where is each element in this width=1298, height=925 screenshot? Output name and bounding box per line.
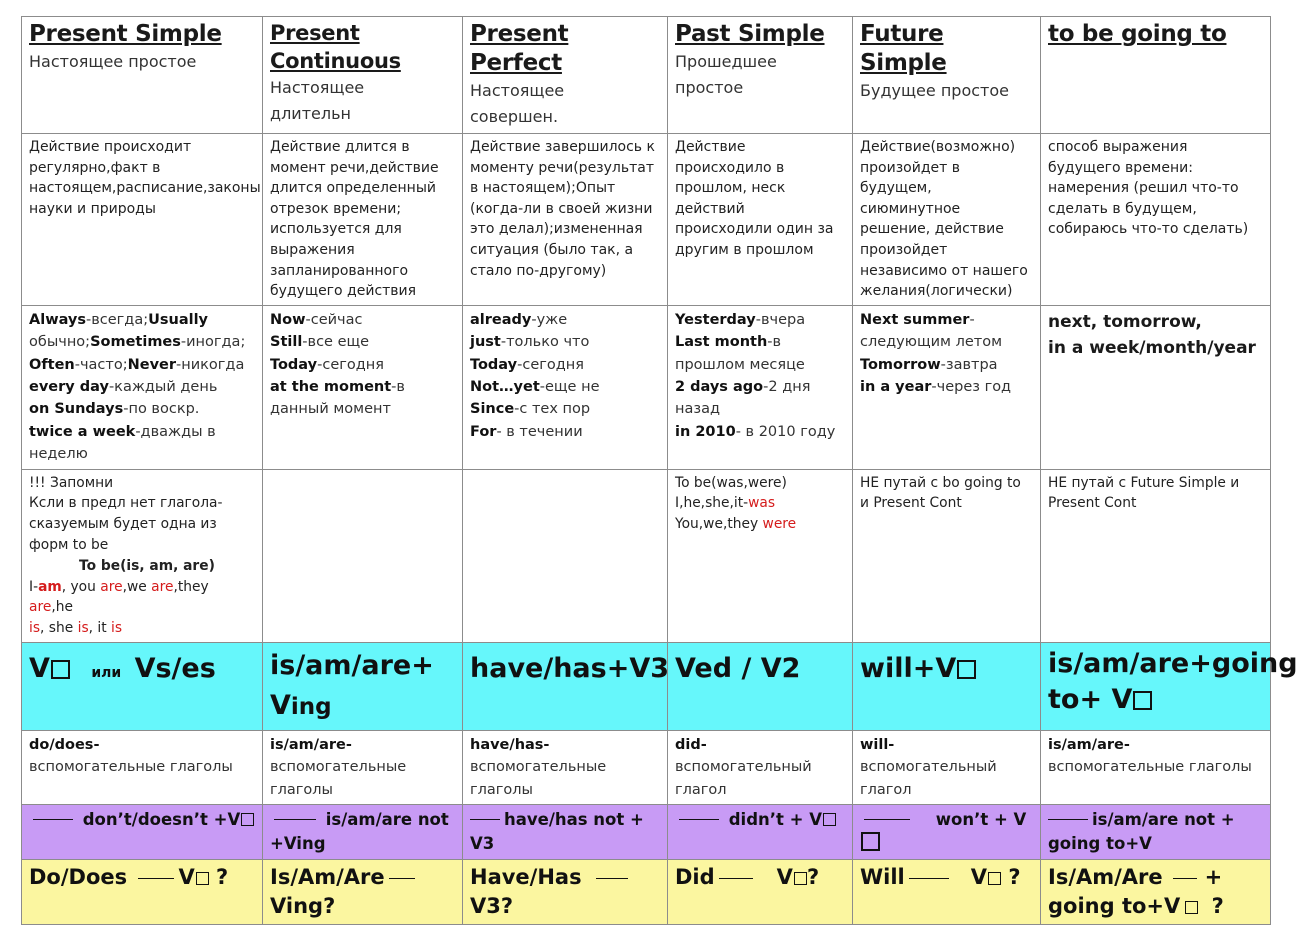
blank-line — [138, 878, 174, 879]
marker-word: Never — [127, 356, 177, 373]
marker-translation: обычно; — [29, 334, 91, 351]
tense-title: Present Simple — [29, 21, 222, 47]
marker-translation: -вчера — [755, 311, 806, 328]
time-markers — [1041, 305, 1271, 469]
marker-word: Tomorrow — [860, 356, 941, 373]
tense-subtitle: Прошедшее простое — [675, 52, 777, 97]
marker-translation: -каждый день — [108, 378, 218, 395]
marker-word: 2 days ago — [675, 378, 764, 395]
note-highlight: were — [762, 516, 797, 533]
aux-text: вспомогательные глаголы — [1048, 759, 1252, 776]
formula-text: don’t/doesn’t +V — [82, 810, 241, 830]
marker-translation: -в данный момент — [270, 378, 405, 418]
auxiliary-verbs — [853, 730, 1041, 804]
marker-translation: -все еще — [302, 334, 370, 351]
marker-word: Always — [29, 311, 87, 328]
marker-word: just — [470, 334, 501, 351]
formula-text: Vs/es — [134, 652, 216, 684]
note-text: , it — [88, 620, 112, 637]
note-highlight: are — [100, 578, 123, 595]
base-verb-box-icon — [823, 813, 836, 826]
tenses-table — [21, 16, 1298, 925]
tense-title: Future Simple — [860, 21, 947, 76]
marker-word: twice a week — [29, 423, 136, 440]
formula-text: Ved / V2 — [675, 652, 801, 684]
marker-translation: -сегодня — [517, 356, 584, 373]
formula-text: V3? — [470, 894, 514, 919]
tense-subtitle: Настоящее простое — [29, 52, 197, 71]
time-markers — [463, 305, 668, 469]
aux-text: вспомогательный глагол — [860, 759, 997, 798]
marker-translation: -уже — [531, 311, 568, 328]
tense-title: Present Perfect — [470, 21, 569, 76]
note-text: ,they — [173, 578, 209, 595]
note-highlight: am — [38, 578, 62, 595]
marker-translation: -сегодня — [317, 356, 384, 373]
tense-description: Действие происходит регулярно,факт в настоящем,расписание,законы науки и природы — [22, 134, 263, 306]
base-verb-box-icon — [861, 832, 880, 851]
note-highlight: are — [29, 599, 52, 616]
auxiliary-verbs — [1041, 730, 1271, 804]
marker-translation: -с тех пор — [514, 401, 591, 418]
formula-text: Have/Has — [470, 865, 582, 890]
marker-translation: -еще не — [539, 378, 600, 395]
tense-description: Действие происходило в прошлом, неск действий происходили один за другим в прошлом — [668, 134, 853, 306]
affirmative-formula — [22, 642, 263, 730]
base-verb-box-icon — [241, 813, 254, 826]
tense-header — [463, 17, 668, 134]
formula-text: won’t + V — [935, 810, 1027, 830]
affirmative-formula — [463, 642, 668, 730]
blank-line — [864, 819, 910, 820]
tense-title: Past Simple — [675, 21, 825, 47]
description-row — [22, 134, 1271, 306]
marker-word: Not…yet — [470, 378, 540, 395]
marker-word: Now — [270, 311, 306, 328]
aux-word: did- — [675, 736, 707, 753]
formula-text: going to+V — [1048, 834, 1152, 854]
time-markers — [853, 305, 1041, 469]
marker-translation: -всегда; — [86, 311, 149, 328]
formula-text: V — [29, 652, 50, 684]
marker-translation: -часто; — [74, 356, 128, 373]
question-formula — [668, 860, 853, 925]
formula-text: V — [178, 865, 195, 890]
note-text: ,he — [51, 599, 73, 616]
tense-subtitle: Настоящее длительн — [270, 78, 365, 123]
tense-note — [668, 469, 853, 642]
time-markers — [668, 305, 853, 469]
question-formula — [853, 860, 1041, 925]
marker-word: Today — [470, 356, 518, 373]
question-row — [22, 860, 1271, 925]
question-formula — [22, 860, 263, 925]
negative-formula — [853, 805, 1041, 860]
tense-header — [853, 17, 1041, 134]
base-verb-box-icon — [51, 660, 70, 679]
formula-text: Did — [675, 865, 715, 890]
question-formula — [1041, 860, 1271, 925]
tense-note: НЕ путай с Future Simple и Present Cont — [1041, 469, 1271, 642]
blank-line — [274, 819, 316, 820]
base-verb-box-icon — [957, 660, 976, 679]
negative-formula — [22, 805, 263, 860]
marker-translation: -только что — [500, 334, 590, 351]
affirmative-formula — [263, 642, 463, 730]
formula-row — [22, 642, 1271, 730]
marker-word: Yesterday — [675, 311, 756, 328]
aux-word: will- — [860, 736, 895, 753]
marker-word: already — [470, 311, 532, 328]
formula-text: V — [270, 689, 291, 721]
formula-text: to+ V — [1048, 683, 1133, 715]
blank-line — [33, 819, 73, 820]
marker-word: For — [470, 423, 497, 440]
note-text: , she — [40, 620, 78, 637]
base-verb-box-icon — [1133, 691, 1152, 710]
marker-translation: -сейчас — [305, 311, 363, 328]
formula-text: Is/Am/Are — [270, 865, 385, 890]
title-row — [22, 17, 1271, 134]
note-line: !!! Запомни — [29, 474, 114, 491]
marker-translation: -дважды в неделю — [29, 423, 216, 463]
formula-text: V — [970, 865, 988, 890]
aux-text: вспомогательные глаголы — [470, 759, 607, 798]
time-markers — [22, 305, 263, 469]
note-highlight: are — [151, 578, 174, 595]
blank-line — [679, 819, 719, 820]
base-verb-box-icon — [988, 872, 1001, 885]
formula-text: ing — [290, 693, 332, 720]
formula-text: Do/Does — [29, 865, 128, 890]
tense-header — [668, 17, 853, 134]
time-markers — [263, 305, 463, 469]
blank-line — [596, 878, 628, 879]
marker-word: Last month — [675, 334, 768, 351]
marker-word: every day — [29, 378, 109, 395]
formula-text: is/am/are not — [325, 810, 449, 830]
notes-row — [22, 469, 1271, 642]
tense-header — [22, 17, 263, 134]
formula-text: is/am/are+ — [270, 649, 434, 681]
question-formula — [263, 860, 463, 925]
formula-text: is/am/are+going — [1048, 647, 1298, 679]
empty-cell — [463, 469, 668, 642]
marker-word: Next summer — [860, 311, 970, 328]
marker-word: next, tomorrow, — [1048, 311, 1202, 332]
note-highlight: is — [77, 620, 89, 637]
negative-formula — [463, 805, 668, 860]
affirmative-formula — [853, 642, 1041, 730]
formula-text: V — [776, 865, 793, 890]
tense-subtitle: Настоящее совершен. — [470, 81, 565, 126]
note-line: To be(is, am, are) — [79, 557, 215, 574]
formula-text: +Ving — [270, 834, 326, 854]
marker-word: at the moment — [270, 378, 392, 395]
tense-description: Действие длится в момент речи,действие длится определенный отрезок времени; используется для выражения запланированного будущего действия — [263, 134, 463, 306]
marker-translation: -2 дня назад — [675, 378, 811, 418]
tense-title: Present Continuous — [270, 21, 401, 73]
note-text: ,we — [122, 578, 152, 595]
formula-text: V3 — [470, 834, 495, 854]
negative-formula — [263, 805, 463, 860]
aux-word: is/am/are- — [270, 736, 352, 753]
marker-translation: -через год — [931, 378, 1012, 395]
negative-formula — [668, 805, 853, 860]
marker-word: Still — [270, 334, 303, 351]
formula-text: Is/Am/Are — [1048, 865, 1163, 890]
blank-line — [1048, 819, 1088, 820]
formula-text: ? — [1211, 894, 1224, 919]
base-verb-box-icon — [1185, 901, 1198, 914]
marker-word: in a week/month/year — [1048, 337, 1256, 358]
formula-text: ? — [1008, 865, 1021, 890]
marker-translation: - в течении — [496, 423, 583, 440]
affirmative-formula — [1041, 642, 1298, 730]
blank-line — [719, 878, 753, 879]
marker-translation: - в 2010 году — [735, 423, 836, 440]
question-formula — [463, 860, 668, 925]
note-highlight: is — [111, 620, 123, 637]
note-text: , you — [61, 578, 101, 595]
formula-text: или — [91, 664, 122, 681]
base-verb-box-icon — [794, 872, 807, 885]
tense-title: to be going to — [1048, 21, 1227, 47]
note-text: I- — [29, 578, 39, 595]
formula-text: Ving? — [270, 894, 336, 919]
note-text: I,he,she,it- — [675, 495, 749, 512]
blank-line — [909, 878, 949, 879]
formula-text: Will — [860, 865, 905, 890]
marker-word: Today — [270, 356, 318, 373]
auxiliary-verbs — [668, 730, 853, 804]
note-line: To be(was,were) — [675, 474, 787, 491]
formula-text: will+V — [860, 652, 957, 684]
note-text: You,we,they — [675, 516, 763, 533]
negative-row — [22, 805, 1271, 860]
note-highlight: is — [29, 620, 41, 637]
aux-word: do/does- — [29, 736, 100, 753]
formula-text: have/has+V3 — [470, 652, 670, 684]
formula-text: ? — [216, 865, 229, 890]
auxiliary-row — [22, 730, 1271, 804]
aux-text: вспомогательные глаголы — [29, 759, 233, 776]
blank-line — [470, 819, 500, 820]
marker-word: in 2010 — [675, 423, 736, 440]
tense-subtitle: Будущее простое — [860, 81, 1009, 100]
marker-translation: -следующим летом — [860, 311, 1003, 351]
tense-note — [22, 469, 263, 642]
aux-text: вспомогательный глагол — [675, 759, 812, 798]
blank-line — [1173, 878, 1197, 879]
formula-text: + — [1204, 865, 1223, 890]
aux-word: is/am/are- — [1048, 736, 1130, 753]
formula-text: didn’t + V — [728, 810, 823, 830]
marker-word: in a year — [860, 378, 932, 395]
marker-translation: -в прошлом месяце — [675, 334, 805, 373]
marker-word: Since — [470, 401, 515, 418]
empty-cell — [263, 469, 463, 642]
marker-translation: -никогда — [176, 356, 245, 373]
aux-text: вспомогательные глаголы — [270, 759, 407, 798]
affirmative-formula — [668, 642, 853, 730]
auxiliary-verbs — [22, 730, 263, 804]
tense-description: способ выражения будущего времени: намерения (решил что-то сделать в будущем, собираюсь что-то сделать) — [1041, 134, 1271, 306]
marker-translation: -по воскр. — [123, 401, 200, 418]
tense-description: Действие(возможно) произойдет в будущем, сиюминутное решение, действие произойдет независимо от нашего желания(логически) — [853, 134, 1041, 306]
tense-header — [1041, 17, 1271, 134]
auxiliary-verbs — [263, 730, 463, 804]
marker-translation: -завтра — [940, 356, 998, 373]
formula-text: going to+V — [1048, 894, 1181, 919]
note-highlight: was — [748, 495, 776, 512]
markers-row — [22, 305, 1271, 469]
tense-description: Действие завершилось к моменту речи(результат в настоящем);Опыт (когда-ли в своей жизни это делал);измененная ситуация (было так, а стало по-другому) — [463, 134, 668, 306]
marker-translation: -иногда; — [180, 334, 246, 351]
marker-word: Sometimes — [90, 334, 181, 351]
formula-text: have/has not + — [504, 810, 644, 830]
formula-text: ? — [806, 865, 820, 890]
base-verb-box-icon — [196, 872, 209, 885]
auxiliary-verbs — [463, 730, 668, 804]
formula-text: is/am/are not + — [1092, 810, 1235, 830]
tense-header — [263, 17, 463, 134]
marker-word: on Sundays — [29, 401, 124, 418]
marker-word: Often — [29, 356, 75, 373]
tense-note: НЕ путай с bo going to и Present Cont — [853, 469, 1041, 642]
negative-formula — [1041, 805, 1271, 860]
marker-word: Usually — [148, 311, 209, 328]
blank-line — [389, 878, 415, 879]
note-line: Ксли в предл нет глагола-сказуемым будет одна из форм to be — [29, 495, 223, 553]
aux-word: have/has- — [470, 736, 550, 753]
